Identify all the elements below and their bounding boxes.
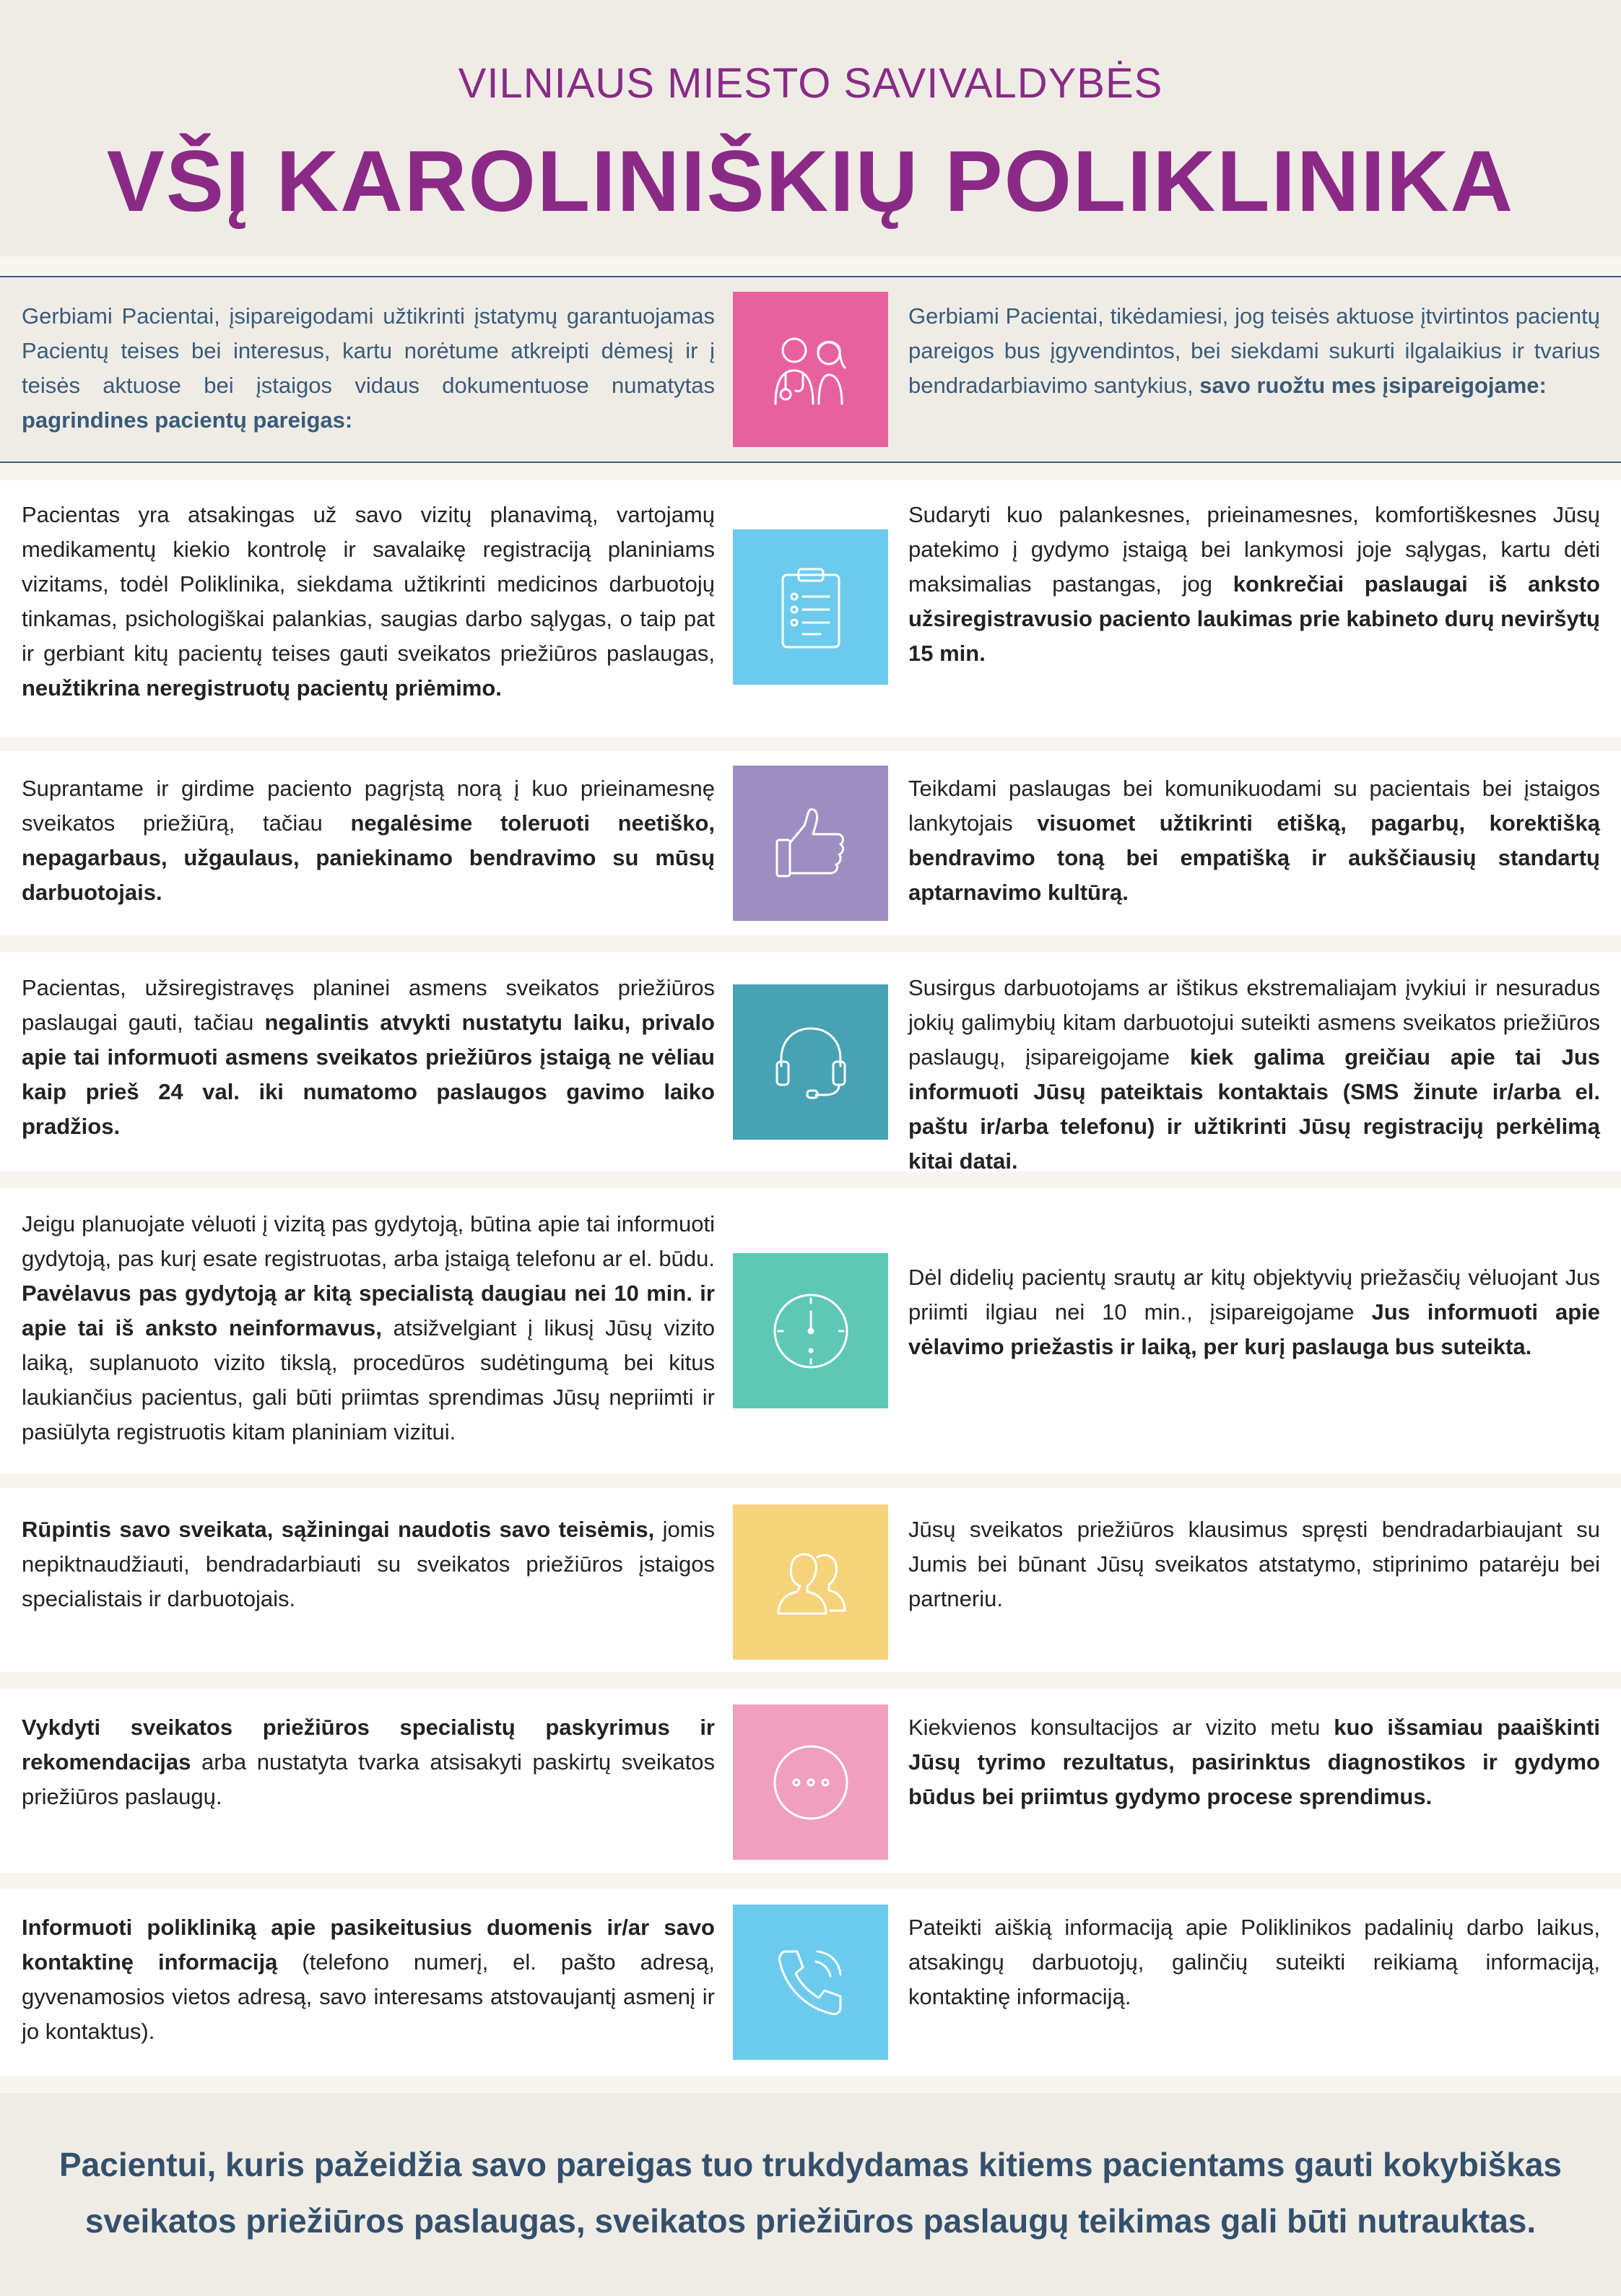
row-people <box>0 1488 1621 1672</box>
chat-dots-icon <box>733 1704 888 1860</box>
people-icon <box>733 1504 888 1660</box>
row-left-bold: negalintis atvykti nustatytu laiku, privalo apie tai informuoti asmens sveikatos priežiūros įstaigą ne vėliau kaip prieš 24 val. iki numatomo paslaugos gavimo laiko pradžios. <box>22 1010 715 1139</box>
row-right-plain: Sudaryti kuo palankesnes, prieinamesnes, komfortiškesnes Jūsų patekimo į gydymo įstaigą bei lankymosi joje sąlygas, kartu dėti maksimalias pastangas, jog <box>908 502 1600 597</box>
row-right-plain: Jūsų sveikatos priežiūros klausimus spręsti bendradarbiaujant su Jumis bei būnant Jūsų sveikatos atstatymo, stiprinimo patarėju bei partneriu. <box>908 1517 1600 1611</box>
row-right-text <box>908 971 1600 1179</box>
intro-right-bold: savo ruožtu mes įsipareigojame: <box>1199 373 1547 398</box>
intro-left-plain: Gerbiami Pacientai, įsipareigodami užtikrinti įstatymų garantuojamas Pacientų teises bei interesus, kartu norėtume atkreipti dėmesį ir į teisės aktuose bei įstaigos vidaus dokumentuose numatytas <box>22 303 715 398</box>
row-left-bold: Vykdyti sveikatos priežiūros specialistų paskyrimus ir rekomendacijas <box>22 1715 715 1775</box>
row-left-text <box>22 1207 715 1450</box>
row-right-plain: Pateikti aiškią informaciją apie Poliklinikos padalinių darbo laikus, atsakingų darbuotojų, galinčių suteikti reikiamą informaciją, kontaktinę informaciją. <box>908 1915 1600 2009</box>
footer-band <box>0 2093 1621 2296</box>
row-left-plain: Suprantame ir girdime paciento pagrįstą norą į kuo prieinamesnę sveikatos priežiūrą, tačiau <box>22 776 715 836</box>
row-thumbs-up <box>0 751 1621 935</box>
row-clock <box>0 1188 1621 1473</box>
footer-notice: Pacientui, kuris pažeidžia savo pareigas tuo trukdydamas kitiems pacientams gauti kokybiškas sveikatos priežiūros paslaugas, sveikatos priežiūros paslaugų teikimas gali būti nutrauktas. <box>58 2146 1563 2240</box>
row-left-tail: jomis nepiktnaudžiauti, bendradarbiauti su sveikatos priežiūros įstaigos specialistais ir darbuotojais. <box>22 1517 715 1611</box>
row-left-bold: Rūpintis savo sveikata, sąžiningai naudotis savo teisėmis, <box>22 1517 655 1542</box>
header-band <box>0 0 1621 256</box>
page-title: VŠĮ KAROLINIŠKIŲ POLIKLINIKA <box>106 133 1515 230</box>
row-headset <box>0 952 1621 1174</box>
thumbs-up-icon <box>733 766 888 921</box>
row-right-plain: Susirgus darbuotojams ar ištikus ekstremaliajam įvykiui ir nesuradus jokių galimybių kitam darbuotojui suteikti asmens sveikatos priežiūros paslaugų, įsipareigojame <box>908 975 1600 1070</box>
row-right-text <box>908 1910 1600 2014</box>
row-left-bold: negalėsime toleruoti neetiško, nepagarbaus, užgaulaus, paniekinamo bendravimo su mūsų darbuotojais. <box>22 810 715 905</box>
row-left-plain: Jeigu planuojate vėluoti į vizitą pas gydytoją, būtina apie tai informuoti gydytoją, pas kurį esate registruotas, arba įstaigą telefonu ar el. būdu. <box>22 1211 715 1271</box>
row-left-text <box>22 971 715 1144</box>
row-left-text <box>22 498 715 706</box>
row-right-bold: visuomet užtikrinti etišką, pagarbų, korektišką bendravimo toną bei empatišką ir aukščiausių standartų aptarnavimo kultūrą. <box>908 810 1600 905</box>
row-right-plain: Kiekvienos konsultacijos ar vizito metu <box>908 1715 1334 1740</box>
row-left-plain: Pacientas yra atsakingas už savo vizitų planavimą, vartojamų medikamentų kiekio kontrolę ir savalaikę registraciją planiniams vizitams, todėl Poliklinika, siekdama užtikrinti medicinos darbuotojų tinkamas, psichologiškai palankias, saugias darbo sąlygas, o taip pat ir gerbiant kitų pacientų teises gauti sveikatos priežiūros paslaugas, <box>22 502 715 666</box>
doctors-icon <box>733 292 888 447</box>
clipboard-icon <box>733 529 888 685</box>
row-right-bold: kuo išsamiau paaiškinti Jūsų tyrimo rezultatus, pasirinktus diagnostikos ir gydymo būdus bei priimtus gydymo procese sprendimus. <box>908 1715 1600 1809</box>
row-right-text <box>908 1710 1600 1814</box>
phone-icon <box>733 1905 888 2060</box>
row-left-tail: atsižvelgiant į likusį Jūsų vizito laiką, suplanuoto vizito tikslą, procedūros sudėtingumą bei kitus laukiančius pacientus, gali būti priimtas sprendimas Jūsų nepriimti ir pasiūlyta registruotis kitam planiniam vizitui. <box>22 1315 715 1444</box>
row-left-bold: Informuoti polikliniką apie pasikeitusius duomenis ir/ar savo kontaktinę informaciją <box>22 1915 715 1975</box>
row-phone <box>0 1889 1621 2076</box>
row-right-bold: Jus informuoti apie vėlavimo priežastis ir laiką, per kurį paslauga bus suteikta. <box>908 1299 1600 1359</box>
row-left-text <box>22 771 715 910</box>
intro-right-text <box>908 299 1600 403</box>
intro-section <box>0 276 1621 463</box>
row-right-text <box>908 1260 1600 1364</box>
row-right-bold: konkrečiai paslaugai iš anksto užsiregistravusio paciento laukimas prie kabineto durų neviršytų 15 min. <box>908 571 1600 666</box>
row-left-bold: Pavėlavus pas gydytoją ar kitą specialistą daugiau nei 10 min. ir apie tai iš anksto neinformavus, <box>22 1281 715 1340</box>
row-chat <box>0 1689 1621 1873</box>
row-right-plain: Dėl didelių pacientų srautų ar kitų objektyvių priežasčių vėluojant Jus priimti ilgiau nei 10 min., įsipareigojame <box>908 1265 1600 1325</box>
row-left-text <box>22 1512 715 1616</box>
intro-right-plain: Gerbiami Pacientai, tikėdamiesi, jog teisės aktuose įtvirtintos pacientų pareigos bus įgyvendintos, bei siekdami sukurti ilgalaikius ir tvarius bendradarbiavimo santykius, <box>908 303 1600 398</box>
headset-icon <box>733 984 888 1140</box>
row-clipboard <box>0 480 1621 737</box>
row-left-tail: (telefono numerį, el. pašto adresą, gyvenamosios vietos adresą, savo interesams atstovaujantį asmenį ir jo kontaktus). <box>22 1949 716 2044</box>
intro-left-bold: pagrindines pacientų pareigas: <box>22 407 353 433</box>
intro-left-text <box>22 299 715 438</box>
row-right-plain: Teikdami paslaugas bei komunikuodami su pacientais bei įstaigos lankytojais <box>908 776 1600 836</box>
row-left-text <box>22 1710 715 1814</box>
municipality-subtitle: VILNIAUS MIESTO SAVIVALDYBĖS <box>458 60 1163 107</box>
row-left-tail: arba nustatyta tvarka atsisakyti paskirtų sveikatos priežiūros paslaugų. <box>22 1749 715 1809</box>
row-right-text <box>908 771 1600 910</box>
row-right-text <box>908 1512 1600 1616</box>
clock-icon <box>733 1253 888 1408</box>
row-left-text <box>22 1910 715 2049</box>
row-right-bold: kiek galima greičiau apie tai Jus informuoti Jūsų pateiktais kontaktais (SMS žinute ir/arba el. paštu ir/arba telefonu) ir užtikrinti Jūsų registracijų perkėlimą kitai datai. <box>908 1044 1600 1174</box>
row-right-text <box>908 498 1600 671</box>
row-left-bold: neužtikrina neregistruotų pacientų priėmimo. <box>22 675 502 701</box>
row-left-plain: Pacientas, užsiregistravęs planinei asmens sveikatos priežiūros paslaugai gauti, tačiau <box>22 975 715 1035</box>
